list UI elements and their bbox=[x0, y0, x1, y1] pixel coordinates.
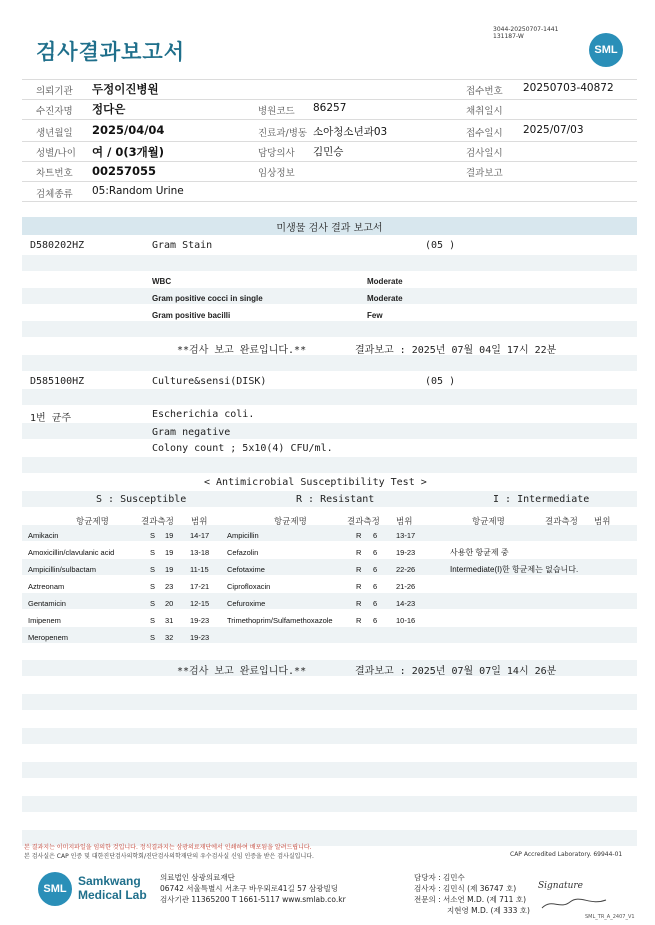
signature: Signature bbox=[538, 881, 584, 891]
row-band bbox=[22, 694, 637, 710]
ast-range: 14-23 bbox=[396, 599, 416, 608]
gram-row-result: Moderate bbox=[367, 294, 403, 303]
receipt-no-value: 20250703-40872 bbox=[523, 82, 614, 94]
divider bbox=[22, 141, 637, 142]
staff-label: 담당자 : bbox=[414, 873, 441, 882]
test2-name: Culture&sensi(DISK) bbox=[152, 376, 267, 387]
address-line: 06742 서울특별시 서초구 바우뫼로41길 57 삼광빌딩 bbox=[160, 884, 339, 893]
ast-range: 19-23 bbox=[190, 616, 210, 625]
ast-range: 19-23 bbox=[396, 548, 416, 557]
ast-range: 13-17 bbox=[396, 531, 416, 540]
row-band bbox=[22, 389, 637, 405]
col-drug-header: 항균제명 bbox=[274, 517, 307, 527]
organism-name: Escherichia coli. bbox=[152, 409, 255, 420]
row-band bbox=[22, 355, 637, 371]
intermediate-note-2: Intermediate(I)한 항균제는 없습니다. bbox=[450, 565, 579, 574]
ast-value: 6 bbox=[373, 565, 378, 574]
ast-drug: Amoxicillin/clavulanic acid bbox=[28, 548, 115, 557]
ast-value: 6 bbox=[373, 531, 378, 540]
report-time-1: 결과보고 : 2025년 07월 04일 17시 22분 bbox=[355, 345, 557, 356]
ast-drug: Cefuroxime bbox=[227, 599, 266, 608]
ast-range: 12-15 bbox=[190, 599, 210, 608]
ast-sir: S bbox=[150, 548, 156, 557]
ast-value: 32 bbox=[165, 633, 174, 642]
legend-resistant: R : Resistant bbox=[296, 494, 375, 505]
ast-drug: Imipenem bbox=[28, 616, 61, 625]
row-band bbox=[22, 457, 637, 473]
test-date-label: 검사일시 bbox=[466, 148, 503, 159]
clinical-label: 임상정보 bbox=[258, 168, 295, 179]
org-name-line-1: Samkwang bbox=[78, 874, 141, 888]
test1-code: D580202HZ bbox=[30, 240, 85, 251]
col-drug-header: 항균제명 bbox=[76, 517, 109, 527]
notice-red: 본 결과지는 이미지파일을 임의한 것입니다. 정식결과지는 삼광의료재단에서 인쇄하여 배포됨을 알려드립니다. bbox=[24, 844, 312, 851]
isolate-label: 1번 균주 bbox=[30, 413, 72, 424]
dept-label: 진료과/병동 bbox=[258, 128, 308, 139]
legend-intermediate: I : Intermediate bbox=[493, 494, 590, 505]
divider bbox=[22, 99, 637, 100]
hospital-code-label: 병원코드 bbox=[258, 106, 295, 117]
gram-row-result: Few bbox=[367, 311, 383, 320]
specimen-value: 05:Random Urine bbox=[92, 185, 184, 197]
gram-result: Gram negative bbox=[152, 427, 231, 438]
ast-value: 6 bbox=[373, 616, 378, 625]
staff-label: 전문의 : bbox=[414, 895, 441, 904]
birth-value: 2025/04/04 bbox=[92, 123, 165, 137]
ast-sir: S bbox=[150, 599, 156, 608]
row-band bbox=[22, 728, 637, 744]
birth-label: 생년월일 bbox=[36, 128, 73, 139]
ast-range: 11-15 bbox=[190, 565, 209, 574]
col-range-header: 범위 bbox=[396, 517, 413, 527]
report-complete-1: **검사 보고 완료입니다.** bbox=[177, 345, 307, 356]
staff-name: 김민식 (제 36747 호) bbox=[443, 884, 517, 893]
ast-sir: R bbox=[356, 531, 362, 540]
ast-value: 6 bbox=[373, 582, 378, 591]
document-id bbox=[493, 26, 558, 40]
row-band bbox=[22, 423, 637, 439]
hospital-label: 의뢰기관 bbox=[36, 86, 73, 97]
org-address bbox=[160, 872, 346, 905]
test1-name: Gram Stain bbox=[152, 240, 213, 251]
sml-logo: SML bbox=[589, 33, 623, 67]
col-drug-header: 항균제명 bbox=[472, 517, 505, 527]
staff-block bbox=[414, 872, 530, 916]
report-time-2: 결과보고 : 2025년 07월 07일 14시 26분 bbox=[355, 666, 557, 677]
document-id-line-2: 131187-W bbox=[493, 33, 524, 40]
address-line: 의료법인 삼광의료재단 bbox=[160, 873, 235, 882]
gram-row-name: WBC bbox=[152, 277, 172, 286]
divider bbox=[22, 79, 637, 80]
colony-count: Colony count ; 5x10(4) CFU/ml. bbox=[152, 443, 333, 454]
report-label: 결과보고 bbox=[466, 168, 503, 179]
name-value: 정다은 bbox=[92, 102, 126, 116]
row-band bbox=[22, 627, 637, 643]
col-range-header: 범위 bbox=[594, 517, 611, 527]
ast-value: 19 bbox=[165, 565, 174, 574]
receipt-date-label: 접수일시 bbox=[466, 128, 503, 139]
ast-sir: R bbox=[356, 565, 362, 574]
staff-name: 지현영 M.D. (제 333 호) bbox=[447, 906, 530, 915]
ast-range: 19-23 bbox=[190, 633, 210, 642]
ast-value: 6 bbox=[373, 599, 378, 608]
ast-drug: Cefotaxime bbox=[227, 565, 265, 574]
ast-sir: S bbox=[150, 565, 156, 574]
row-band bbox=[22, 288, 637, 304]
ast-range: 17-21 bbox=[190, 582, 210, 591]
doctor-value: 김민승 bbox=[313, 146, 344, 158]
test2-code: D585100HZ bbox=[30, 376, 85, 387]
ast-sir: S bbox=[150, 531, 156, 540]
document-id-line-1: 3044-20250707-1441 bbox=[493, 26, 559, 33]
row-band bbox=[22, 255, 637, 271]
cap-accreditation: CAP Accredited Laboratory. 69944-01 bbox=[510, 851, 623, 858]
test1-specimen: (05 ) bbox=[425, 240, 456, 251]
ast-sir: R bbox=[356, 582, 362, 591]
gram-row-result: Moderate bbox=[367, 277, 403, 286]
notice-accreditation: 본 검사실은 CAP 인증 및 대한진단검사의학회/진단검사의학재단의 우수검사실 신임 인증을 받은 검사실입니다. bbox=[24, 853, 314, 860]
staff-name: 서소연 M.D. (제 711 호) bbox=[443, 895, 526, 904]
sex-age-label: 성별/나이 bbox=[36, 148, 76, 159]
ast-range: 21-26 bbox=[396, 582, 416, 591]
row-band bbox=[22, 525, 637, 541]
ast-value: 31 bbox=[165, 616, 174, 625]
ast-sir: S bbox=[150, 582, 156, 591]
ast-drug: Cefazolin bbox=[227, 548, 259, 557]
section-title: 미생물 검사 결과 보고서 bbox=[276, 223, 383, 234]
legend-susceptible: S : Susceptible bbox=[96, 494, 187, 505]
ast-sir: S bbox=[150, 633, 156, 642]
sex-age-value: 여 / 0(3개월) bbox=[92, 145, 165, 159]
col-result-header: 결과측정 bbox=[545, 517, 578, 527]
divider bbox=[22, 161, 637, 162]
ast-sir: R bbox=[356, 599, 362, 608]
ast-value: 19 bbox=[165, 548, 174, 557]
ast-title: < Antimicrobial Susceptibility Test > bbox=[204, 477, 427, 488]
test2-specimen: (05 ) bbox=[425, 376, 456, 387]
ast-range: 14-17 bbox=[190, 531, 210, 540]
chart-value: 00257055 bbox=[92, 164, 157, 178]
divider bbox=[22, 201, 637, 202]
divider bbox=[22, 119, 637, 120]
org-name bbox=[78, 874, 147, 902]
ast-drug: Meropenem bbox=[28, 633, 69, 642]
hospital-value: 두정이진병원 bbox=[92, 82, 159, 96]
doctor-label: 담당의사 bbox=[258, 148, 295, 159]
chart-label: 차트번호 bbox=[36, 168, 73, 179]
ast-value: 6 bbox=[373, 548, 378, 557]
receipt-date-value: 2025/07/03 bbox=[523, 124, 584, 136]
ast-range: 10-16 bbox=[396, 616, 416, 625]
address-line: 검사기관 11365200 T 1661-5117 www.smlab.co.kr bbox=[160, 895, 346, 904]
dept-value: 소아청소년과03 bbox=[313, 126, 388, 138]
receipt-no-label: 접수번호 bbox=[466, 86, 503, 97]
ast-sir: R bbox=[356, 548, 362, 557]
ast-value: 19 bbox=[165, 531, 174, 540]
staff-row bbox=[414, 872, 530, 883]
ast-drug: Amikacin bbox=[28, 531, 59, 540]
org-name-line-2: Medical Lab bbox=[78, 888, 147, 902]
col-result-header: 결과측정 bbox=[347, 517, 380, 527]
ast-drug: Ampicillin/sulbactam bbox=[28, 565, 96, 574]
staff-row bbox=[414, 883, 530, 894]
staff-label: 검사자 : bbox=[414, 884, 441, 893]
ast-range: 13-18 bbox=[190, 548, 210, 557]
gram-row-name: Gram positive cocci in single bbox=[152, 294, 263, 303]
ast-drug: Ciprofloxacin bbox=[227, 582, 271, 591]
form-code: SML_TR_A_2407_V1 bbox=[585, 914, 635, 920]
row-band bbox=[22, 593, 637, 609]
divider bbox=[22, 181, 637, 182]
staff-row bbox=[414, 905, 530, 916]
ast-range: 22-26 bbox=[396, 565, 416, 574]
ast-value: 20 bbox=[165, 599, 174, 608]
row-band bbox=[22, 321, 637, 337]
staff-row bbox=[414, 894, 530, 905]
col-result-header: 결과측정 bbox=[141, 517, 174, 527]
ast-drug: Aztreonam bbox=[28, 582, 65, 591]
col-range-header: 범위 bbox=[191, 517, 208, 527]
row-band bbox=[22, 762, 637, 778]
name-label: 수진자명 bbox=[36, 106, 73, 117]
ast-value: 23 bbox=[165, 582, 174, 591]
ast-drug: Trimethoprim/Sulfamethoxazole bbox=[227, 616, 333, 625]
ast-drug: Ampicillin bbox=[227, 531, 259, 540]
gram-row-name: Gram positive bacilli bbox=[152, 311, 231, 320]
specimen-label: 검체종류 bbox=[36, 189, 73, 200]
ast-sir: S bbox=[150, 616, 156, 625]
ast-drug: Gentamicin bbox=[28, 599, 66, 608]
report-complete-2: **검사 보고 완료입니다.** bbox=[177, 666, 307, 677]
staff-name: 김민수 bbox=[443, 873, 465, 882]
collect-date-label: 채취일시 bbox=[466, 106, 503, 117]
intermediate-note-1: 사용한 항균제 중 bbox=[450, 548, 509, 557]
page-title: 검사결과보고서 bbox=[36, 40, 186, 64]
footer-sml-logo: SML bbox=[38, 872, 72, 906]
ast-sir: R bbox=[356, 616, 362, 625]
row-band bbox=[22, 796, 637, 812]
signature-scribble bbox=[540, 896, 610, 912]
hospital-code-value: 86257 bbox=[313, 102, 347, 114]
